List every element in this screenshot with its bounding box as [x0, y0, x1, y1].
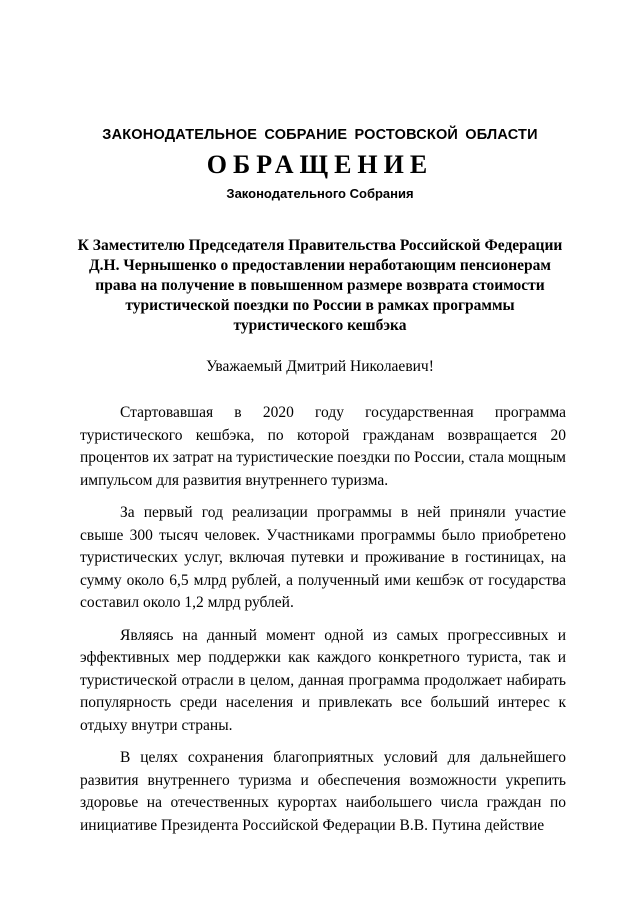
subject-line: Д.Н. Чернышенко о предоставлении неработающим пенсионерам: [89, 257, 551, 274]
body-paragraph: В целях сохранения благоприятных условий для дальнейшего развития внутреннего туризма и обеспечения возможности укрепить здоровье на отечественных курортах наибольшего числа граждан по инициативе Президента Российской Федерации В.В. Путина действие: [80, 749, 566, 834]
body-paragraph: Являясь на данный момент одной из самых прогрессивных и эффективных мер поддержки как каждого конкретного туриста, так и туристической отрасли в целом, данная программа продолжает набирать популярность среди населения и привлекать все больший интерес к отдыху внутри страны.: [80, 626, 566, 734]
document-body: [80, 402, 566, 847]
organization-heading: ЗАКОНОДАТЕЛЬНОЕ СОБРАНИЕ РОСТОВСКОЙ ОБЛАСТИ: [102, 127, 538, 143]
body-paragraph: За первый год реализации программы в ней приняли участие свыше 300 тысяч человек. Участниками программы было приобретено туристических услуг, включая путевки и проживание в гостиницах, на сумму около 6,5 млрд рублей, а полученный ими кешбэк от государства составил около 1,2 млрд рублей.: [80, 504, 566, 611]
appeal-subject: [60, 236, 580, 336]
subject-line: туристического кешбэка: [233, 317, 407, 334]
subject-line: права на получение в повышенном размере возврата стоимости: [95, 277, 545, 294]
salutation: Уважаемый Дмитрий Николаевич!: [206, 358, 434, 375]
document-type-title: ОБРАЩЕНИЕ: [206, 150, 434, 179]
subject-line: туристической поездки по России в рамках программы: [125, 297, 515, 314]
subject-line: К Заместителю Председателя Правительства Российской Федерации: [77, 237, 563, 254]
document-subtitle: Законодательного Собрания: [226, 186, 414, 201]
body-paragraph: Стартовавшая в 2020 году государственная программа туристического кешбэка, по которой гражданам возвращается 20 процентов их затрат на туристические поездки по России, стала мощным импульсом для развития внутреннего туризма.: [80, 404, 566, 489]
